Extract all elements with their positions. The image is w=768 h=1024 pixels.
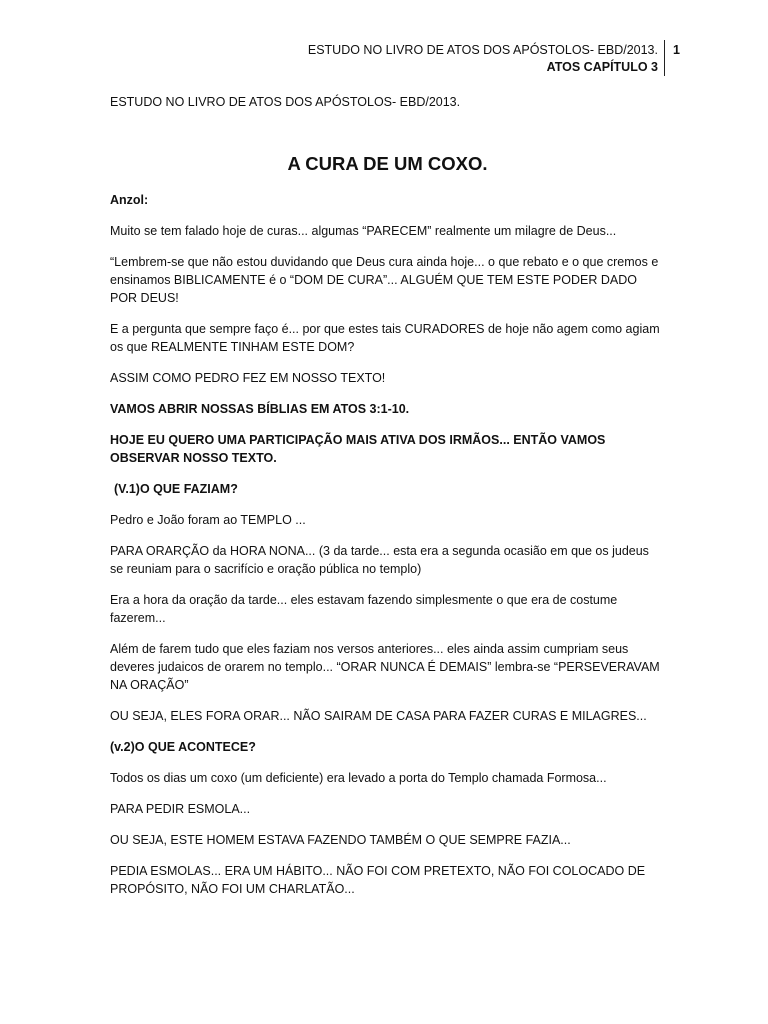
paragraph: Muito se tem falado hoje de curas... algumas “PARECEM” realmente um milagre de Deus... — [110, 224, 617, 238]
paragraph-hook-label: Anzol: — [110, 193, 149, 207]
paragraph: Além de farem tudo que eles faziam nos versos anteriores... eles ainda assim cumpriam seus deveres judaicos de orarem no templo... “ORAR NUNCA É DEMAIS” lembra-se “PERSEVERAVAM NA ORAÇÃO” — [110, 642, 660, 692]
paragraph: Todos os dias um coxo (um deficiente) era levado a porta do Templo chamada Formosa... — [110, 771, 607, 785]
paragraph: PEDIA ESMOLAS... ERA UM HÁBITO... NÃO FOI COM PRETEXTO, NÃO FOI COLOCADO DE PROPÓSITO, NÃO FOI UM CHARLATÃO... — [110, 864, 646, 896]
page-number: 1 — [673, 43, 680, 57]
paragraph: Era a hora da oração da tarde... eles estavam fazendo simplesmente o que era de costume fazerem... — [110, 593, 618, 625]
paragraph: E a pergunta que sempre faço é... por que estes tais CURADORES de hoje não agem como agiam os que REALMENTE TINHAM ESTE DOM? — [110, 322, 660, 354]
paragraph: Pedro e João foram ao TEMPLO ... — [110, 513, 306, 527]
paragraph-bold: VAMOS ABRIR NOSSAS BÍBLIAS EM ATOS 3:1-10. — [110, 402, 410, 416]
paragraph: PARA ORARÇÃO da HORA NONA... (3 da tarde... esta era a segunda ocasião em que os judeus se reuniam para o sacrifício e oração pública no templo) — [110, 544, 649, 576]
document-title: A CURA DE UM COXO. — [287, 153, 488, 174]
paragraph-bold: HOJE EU QUERO UMA PARTICIPAÇÃO MAIS ATIVA DOS IRMÃOS... ENTÃO VAMOS OBSERVAR NOSSO TEXTO. — [110, 433, 606, 465]
paragraph: OU SEJA, ESTE HOMEM ESTAVA FAZENDO TAMBÉM O QUE SEMPRE FAZIA... — [110, 833, 571, 847]
paragraph: OU SEJA, ELES FORA ORAR... NÃO SAIRAM DE CASA PARA FAZER CURAS E MILAGRES... — [110, 709, 647, 723]
document-body — [110, 94, 665, 911]
document-subtitle: ESTUDO NO LIVRO DE ATOS DOS APÓSTOLOS- EBD/2013. — [110, 95, 461, 109]
header-divider — [664, 40, 665, 76]
paragraph: ASSIM COMO PEDRO FEZ EM NOSSO TEXTO! — [110, 371, 386, 385]
running-header-chapter: ATOS CAPÍTULO 3 — [546, 60, 658, 74]
paragraph: “Lembrem-se que não estou duvidando que Deus cura ainda hoje... o que rebato e o que cremos e ensinamos BIBLICAMENTE é o “DOM DE CURA”... ALGUÉM QUE TEM ESTE PODER DADO POR DEUS! — [110, 255, 659, 305]
running-header — [158, 42, 658, 76]
paragraph: PARA PEDIR ESMOLA... — [110, 802, 251, 816]
section-heading-v2: (v.2)O QUE ACONTECE? — [110, 740, 256, 754]
running-header-title: ESTUDO NO LIVRO DE ATOS DOS APÓSTOLOS- EBD/2013. — [307, 43, 658, 57]
section-heading-v1: (V.1)O QUE FAZIAM? — [114, 482, 238, 496]
